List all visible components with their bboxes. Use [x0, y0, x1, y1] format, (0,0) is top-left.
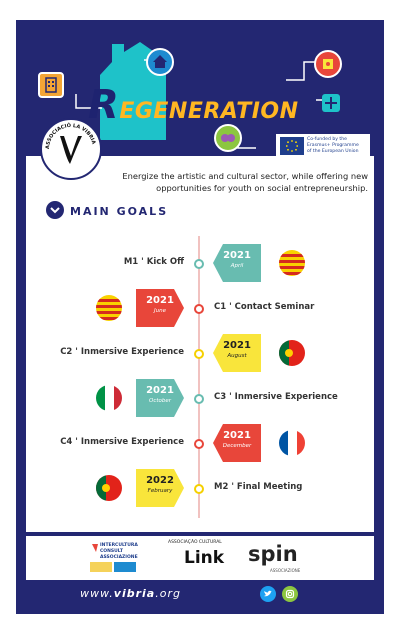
- milestone-date-tag: [136, 469, 184, 507]
- spin-logo: [248, 540, 308, 576]
- eu-line-1: Co-funded by the: [307, 137, 347, 142]
- building-icon: [38, 72, 64, 98]
- timeline-dot: [194, 439, 204, 449]
- vibria-logo-text: ASSOCIACIÓ LA VIBRIA: [44, 122, 97, 150]
- spin-tag: ASSOCIAZIONE: [270, 568, 301, 573]
- link-tag: ASSOCIAÇÃO CULTURAL: [168, 540, 222, 545]
- title-initial: R: [88, 82, 120, 128]
- milestone-year: 2021: [223, 430, 251, 441]
- portugal-flag-icon: [95, 474, 123, 502]
- intercultura-line-1: INTERCULTURA: [100, 543, 138, 548]
- milestone-year: 2022: [146, 475, 174, 486]
- portugal-flag-icon: [278, 339, 306, 367]
- milestone-month: October: [148, 398, 171, 404]
- website-link[interactable]: [80, 587, 181, 600]
- milestone-label: C4 ' Inmersive Experience: [60, 437, 184, 447]
- main-goals-heading: MAIN GOALS: [70, 205, 169, 218]
- milestone-label: M1 ' Kick Off: [123, 257, 184, 267]
- milestone-date-tag: [136, 289, 184, 327]
- catalonia-flag-icon: [278, 249, 306, 277]
- instagram-icon[interactable]: [282, 586, 298, 602]
- network-icon: [314, 50, 342, 78]
- milestone-date-tag: [213, 244, 261, 282]
- vibria-logo: [40, 118, 102, 180]
- timeline-dot: [194, 304, 204, 314]
- url-bold: vibria: [113, 587, 156, 600]
- plus-icon: [322, 94, 340, 112]
- milestone-date-tag: [213, 334, 261, 372]
- intercultura-line-2: CONSULT ASSOCIAZIONE: [100, 549, 138, 560]
- link-wordmark: Link: [184, 548, 225, 568]
- france-flag-icon: [278, 429, 306, 457]
- catalonia-flag-icon: [95, 294, 123, 322]
- milestone-month: April: [230, 263, 244, 269]
- timeline-dot: [194, 259, 204, 269]
- title-rest: EGENERATION: [119, 99, 299, 124]
- handshake-icon: [214, 124, 242, 152]
- eu-line-2: Erasmus+ Programme: [307, 143, 359, 148]
- milestone-date-tag: [136, 379, 184, 417]
- milestone-month: December: [222, 443, 252, 449]
- milestone-label: C2 ' Inmersive Experience: [60, 347, 184, 357]
- milestone-year: 2021: [146, 295, 174, 306]
- link-logo: [168, 540, 234, 576]
- timeline-dot: [194, 349, 204, 359]
- svg-text:ASSOCIACIÓ LA VIBRIA: [45, 122, 97, 149]
- milestone-date-tag: [213, 424, 261, 462]
- milestone-label: M2 ' Final Meeting: [214, 482, 303, 492]
- url-suffix: .org: [155, 587, 181, 600]
- home-icon: [146, 48, 174, 76]
- spin-wordmark: spin: [248, 542, 298, 566]
- italy-flag-icon: [95, 384, 123, 412]
- timeline-dot: [194, 394, 204, 404]
- milestone-month: June: [154, 308, 166, 314]
- eu-flag-icon: [280, 137, 304, 155]
- milestone-label: C1 ' Contact Seminar: [214, 302, 315, 312]
- milestone-month: February: [147, 488, 173, 494]
- milestone-label: C3 ' Inmersive Experience: [214, 392, 338, 402]
- description: Energize the artistic and cultural sector, while offering new opportunities for youth on social entrepreneurship.: [122, 171, 368, 193]
- milestone-year: 2021: [146, 385, 174, 396]
- project-title: [88, 82, 299, 128]
- twitter-icon[interactable]: [260, 586, 276, 602]
- eu-badge-text: [307, 137, 359, 155]
- milestone-year: 2021: [223, 340, 251, 351]
- chevron-down-icon: [46, 201, 64, 219]
- eu-line-3: of the European Union: [307, 149, 359, 154]
- timeline-dot: [194, 484, 204, 494]
- url-prefix: www.: [80, 587, 114, 600]
- milestone-month: August: [227, 353, 247, 359]
- milestone-year: 2021: [223, 250, 251, 261]
- timeline-line: [198, 236, 200, 518]
- intercultura-logo: [88, 540, 148, 576]
